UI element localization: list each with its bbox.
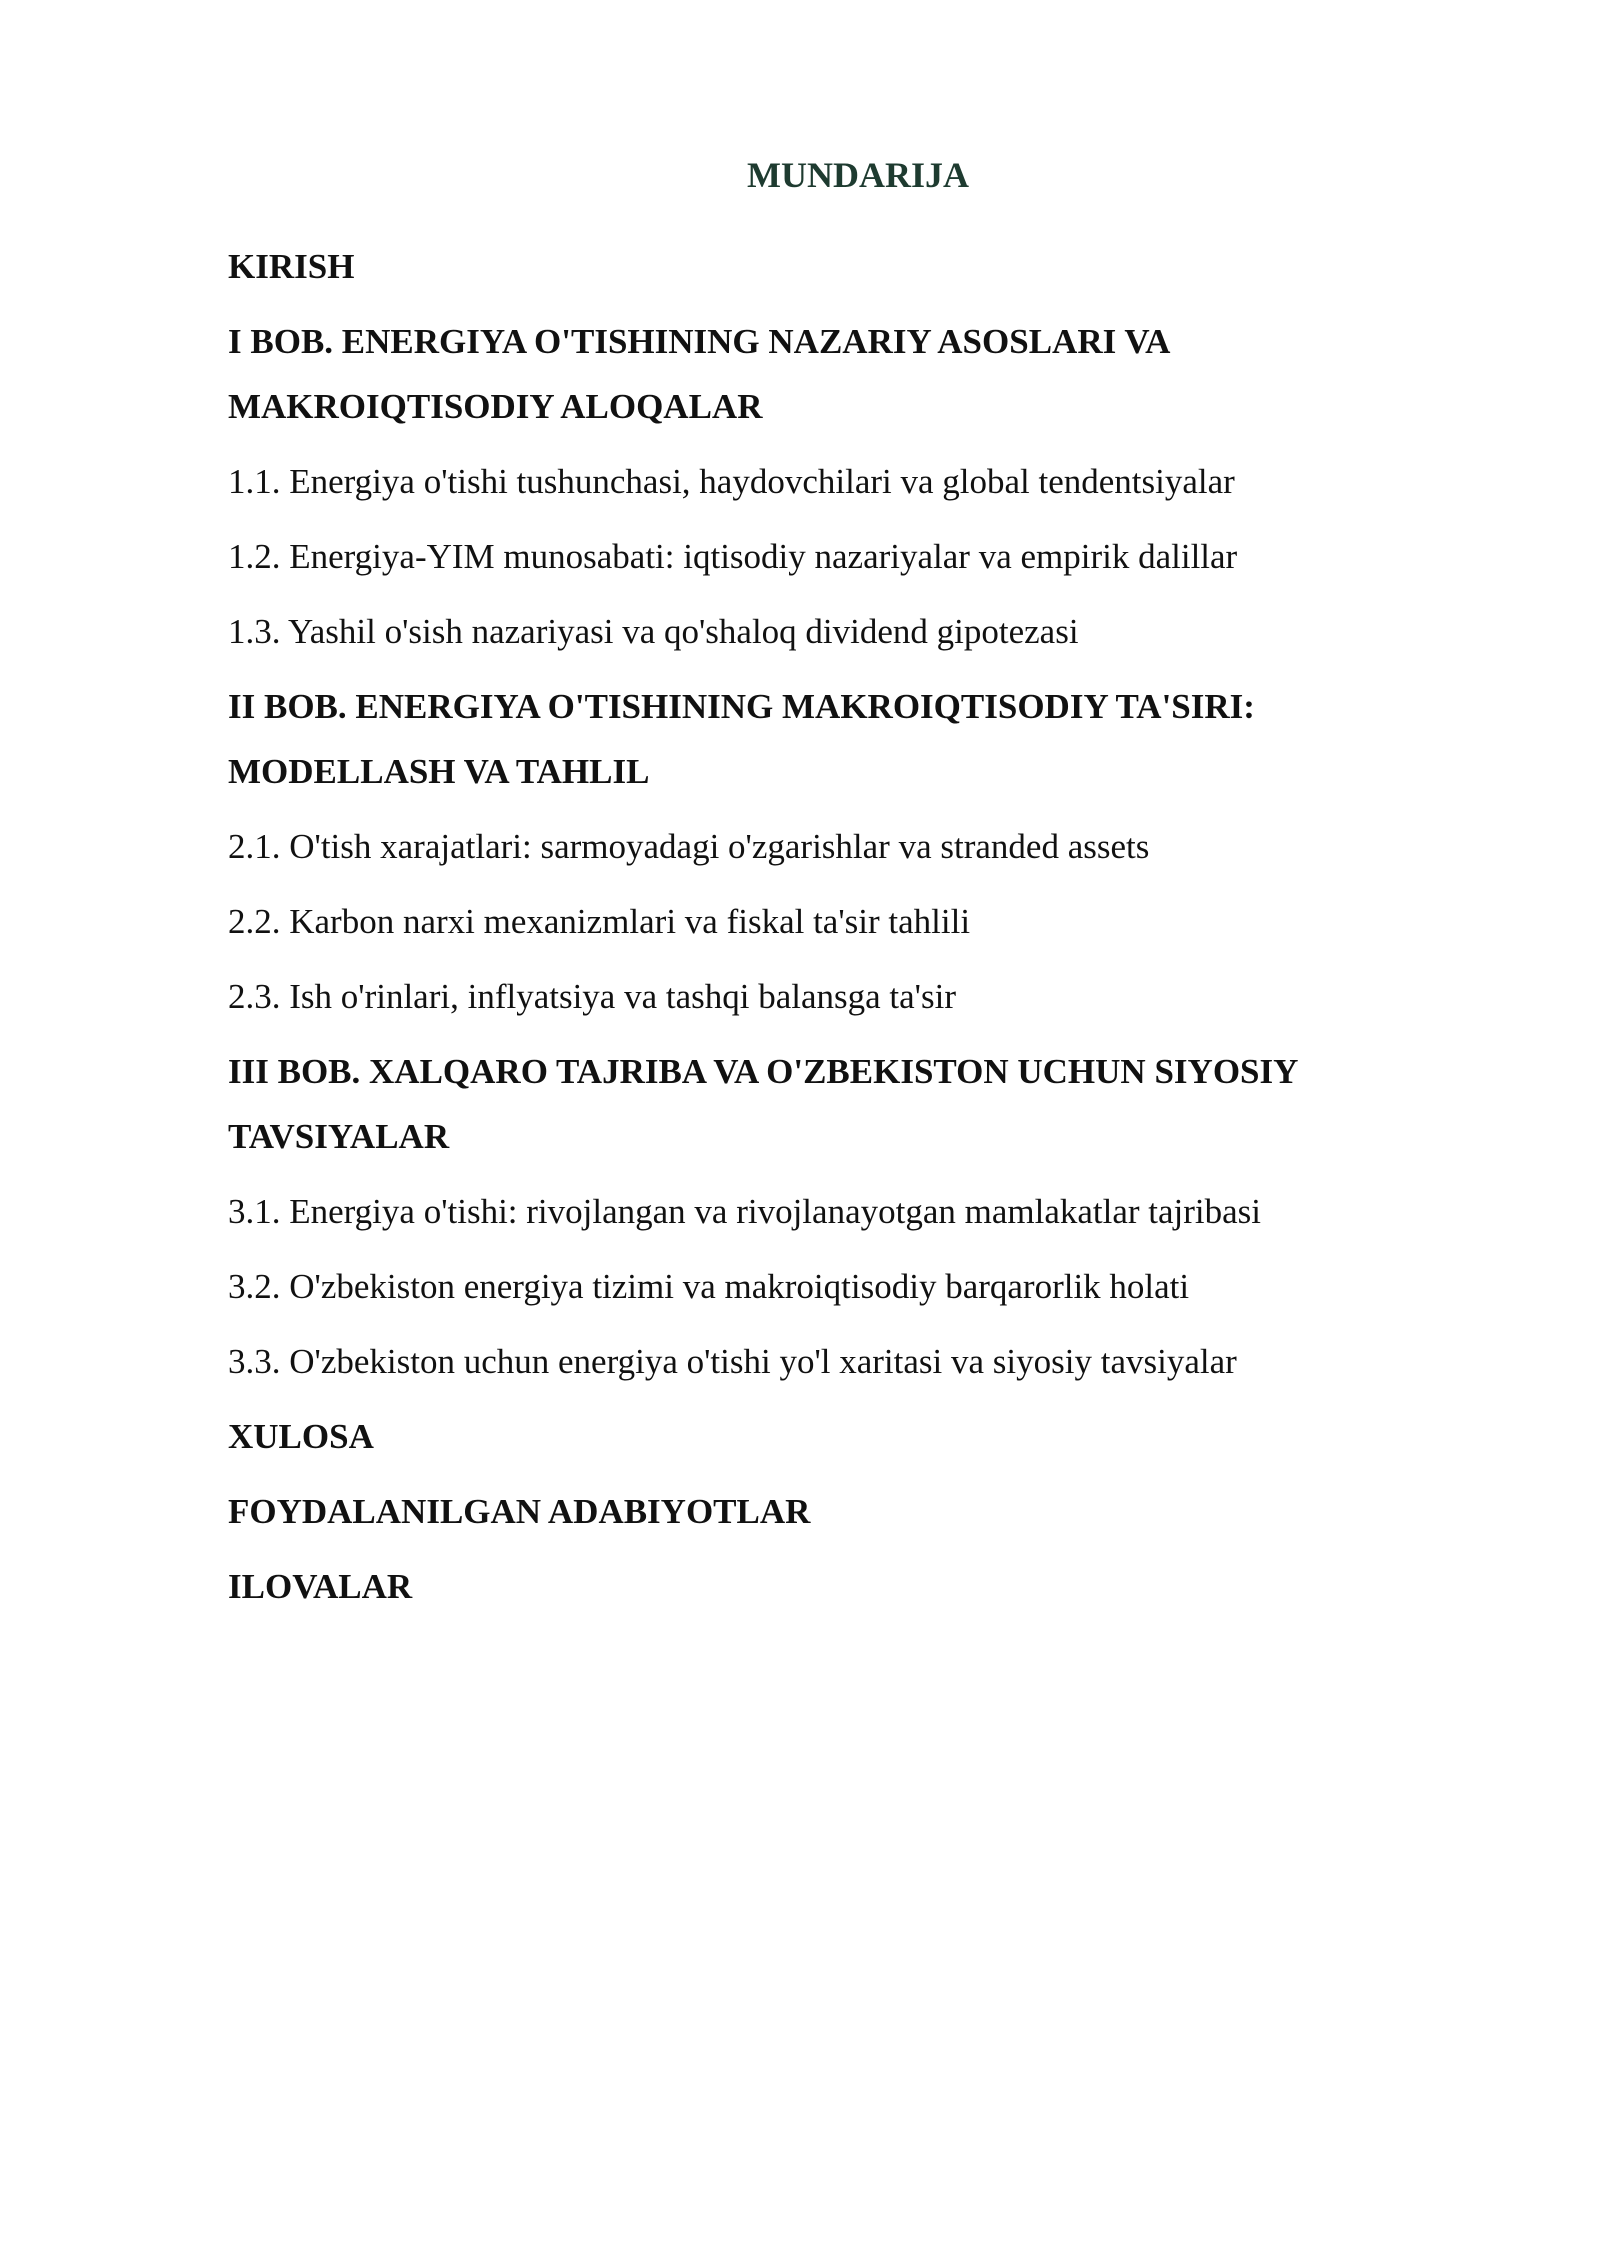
toc-entry-text: 3.3. O'zbekiston uchun energiya o'tishi yo'l xaritasi va siyosiy tavsiyalar bbox=[228, 1342, 1237, 1381]
toc-subsection bbox=[228, 1329, 1428, 1394]
toc-section-heading bbox=[228, 1404, 1428, 1469]
toc-entry-text: XULOSA bbox=[228, 1417, 374, 1456]
toc-subsection bbox=[228, 524, 1428, 589]
toc-entry-text: 2.3. Ish o'rinlari, inflyatsiya va tashqi balansga ta'sir bbox=[228, 977, 956, 1016]
toc-entry-text: 2.2. Karbon narxi mexanizmlari va fiskal ta'sir tahlili bbox=[228, 902, 971, 941]
toc-subsection bbox=[228, 1254, 1428, 1319]
toc-subsection bbox=[228, 1179, 1428, 1244]
toc-entry-continuation: TAVSIYALAR bbox=[228, 1117, 450, 1156]
toc-entry-text: ILOVALAR bbox=[228, 1567, 413, 1606]
toc-section-heading bbox=[228, 1039, 1428, 1169]
toc-entry-text: 1.3. Yashil o'sish nazariyasi va qo'shaloq dividend gipotezasi bbox=[228, 612, 1079, 651]
toc-entry-text: II BOB. ENERGIYA O'TISHINING MAKROIQTISODIY TA'SIRI: bbox=[228, 687, 1255, 726]
toc-entry-text: 2.1. O'tish xarajatlari: sarmoyadagi o'zgarishlar va stranded assets bbox=[228, 827, 1150, 866]
toc-entry-continuation: MODELLASH VA TAHLIL bbox=[228, 752, 650, 791]
toc-entry-text: KIRISH bbox=[228, 247, 355, 286]
toc-entry-text: 3.1. Energiya o'tishi: rivojlangan va rivojlanayotgan mamlakatlar tajribasi bbox=[228, 1192, 1262, 1231]
toc-subsection bbox=[228, 449, 1428, 514]
toc-entry-text: 1.1. Energiya o'tishi tushunchasi, haydovchilari va global tendentsiyalar bbox=[228, 462, 1235, 501]
toc-entry-text: I BOB. ENERGIYA O'TISHINING NAZARIY ASOSLARI VA bbox=[228, 322, 1171, 361]
toc-subsection bbox=[228, 814, 1428, 879]
toc-entry-text: III BOB. XALQARO TAJRIBA VA O'ZBEKISTON UCHUN SIYOSIY bbox=[228, 1052, 1299, 1091]
toc-entry-text: 3.2. O'zbekiston energiya tizimi va makroiqtisodiy barqarorlik holati bbox=[228, 1267, 1190, 1306]
toc-subsection bbox=[228, 889, 1428, 954]
toc-title: MUNDARIJA bbox=[747, 155, 969, 195]
table-of-contents bbox=[228, 234, 1428, 1629]
toc-entry-text: FOYDALANILGAN ADABIYOTLAR bbox=[228, 1492, 811, 1531]
toc-section-heading bbox=[228, 674, 1428, 804]
toc-section-heading bbox=[228, 309, 1428, 439]
toc-subsection bbox=[228, 964, 1428, 1029]
toc-section-heading bbox=[228, 1479, 1428, 1544]
toc-entry-text: 1.2. Energiya-YIM munosabati: iqtisodiy nazariyalar va empirik dalillar bbox=[228, 537, 1238, 576]
toc-subsection bbox=[228, 599, 1428, 664]
toc-section-heading bbox=[228, 1554, 1428, 1619]
toc-section-heading bbox=[228, 234, 1428, 299]
toc-entry-continuation: MAKROIQTISODIY ALOQALAR bbox=[228, 387, 763, 426]
